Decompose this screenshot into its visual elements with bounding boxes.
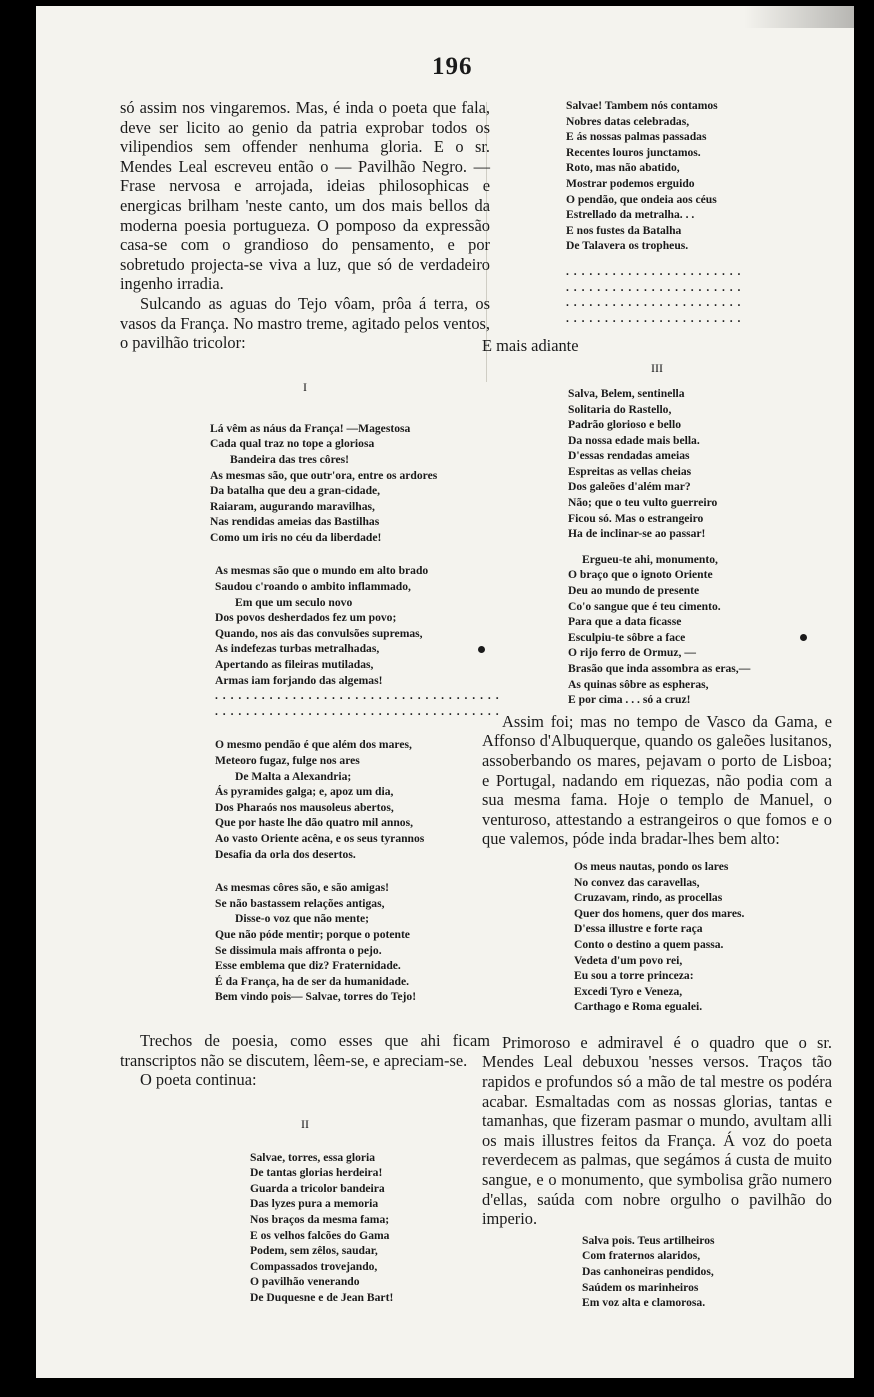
verse-line: Não; que o teu vulto guerreiro <box>568 496 718 510</box>
dots-line: . . . . . . . . . . . . . . . . . . . . . . . <box>566 296 742 310</box>
verse-line: Da batalha que deu a gran-cidade, <box>210 484 381 498</box>
verse-line: Ao vasto Oriente acêna, e os seus tyrannos <box>215 831 425 845</box>
verse-line: Se dissimula mais affronta o pejo. <box>215 943 382 957</box>
poem-stanza-2 <box>120 563 490 688</box>
poem-stanza-6 <box>482 98 832 254</box>
verse-line: Guarda a tricolor bandeira <box>250 1181 385 1195</box>
verse-line: Ficou só. Mas o estrangeiro <box>568 511 704 525</box>
verse-line: Das lyzes pura a memoria <box>250 1197 379 1211</box>
verse-line: Quer dos homens, quer dos mares. <box>574 906 745 920</box>
verse-line: Salvae! Tambem nós contamos <box>566 99 718 112</box>
page-number: 196 <box>432 53 473 80</box>
verse-line: Solitaria do Rastello, <box>568 402 672 416</box>
dots-line: . . . . . . . . . . . . . . . . . . . . . . . . . . . . . . . . . . . . . <box>215 704 500 718</box>
poem-stanza-8 <box>482 552 832 708</box>
poem-heading-i: I <box>303 379 307 394</box>
paragraph-continua: O poeta continua: <box>140 1070 257 1090</box>
verse-line: Lá vêm as náus da França! —Magestosa <box>210 421 411 435</box>
verse-line: E os velhos falcões do Gama <box>250 1228 390 1242</box>
verse-line: O mesmo pendão é que além dos mares, <box>215 738 412 752</box>
verse-line: Nobres datas celebradas, <box>566 114 690 128</box>
verse-line: Apertando as fileiras mutiladas, <box>215 658 374 672</box>
verse-line: Ergueu-te ahi, monumento, <box>582 552 718 566</box>
verse-line: As mesmas são, que outr'ora, entre os ardores <box>210 468 438 482</box>
right-column <box>482 98 832 1311</box>
ink-dot-icon <box>800 634 807 641</box>
verse-line: Padrão glorioso e bello <box>568 418 682 432</box>
verse-line: Conto o destino a quem passa. <box>574 937 724 951</box>
poem-stanza-7 <box>482 386 832 542</box>
poem-heading-iii: III <box>651 360 663 375</box>
verse-line: Excedi Tyro e Veneza, <box>574 984 683 998</box>
poem-stanza-1 <box>120 421 490 546</box>
poem-stanza-9 <box>482 859 832 1015</box>
verse-line: As quinas sôbre as espheras, <box>568 677 709 691</box>
paragraph-sulcando: Sulcando as aguas do Tejo vôam, prôa á terra, os vasos da França. No mastro treme, agitado pelos ventos, o pavilhão tricolor: <box>120 293 490 353</box>
verse-line: Raiaram, augurando maravilhas, <box>210 499 375 513</box>
verse-line: Em que um seculo novo <box>235 595 353 609</box>
book-page <box>36 6 854 1378</box>
verse-line: De tantas glorias herdeira! <box>250 1166 383 1180</box>
verse-line: Saudou c'roando o ambito inflammado, <box>215 580 411 594</box>
verse-line: O rijo ferro de Ormuz, — <box>568 646 696 660</box>
verse-line: O pendão, que ondeia aos céus <box>566 192 717 206</box>
verse-line: Cada qual traz no tope a gloriosa <box>210 437 375 451</box>
verse-line: De Duquesne e de Jean Bart! <box>250 1291 394 1305</box>
verse-line: As mesmas côres são, e são amigas! <box>215 881 389 895</box>
verse-line: Como um iris no céu da liberdade! <box>210 530 382 544</box>
paragraph-assim-foi: Assim foi; mas no tempo de Vasco da Gama, e Affonso d'Albuquerque, quando os galeões lusitanos, assoberbando os mares, pejavam o porto de Lisboa; e Portugal, nadando em riquezas, não podia com a sua mesma fama. Hoje o templo de Manuel, o venturoso, attestando a estrangeiros o que fomos e o que valemos, póde inda bradar-lhes bem alto: <box>482 711 832 849</box>
verse-line: Salva pois. Teus artilheiros <box>582 1233 715 1247</box>
verse-line: Da nossa edade mais bella. <box>568 433 700 447</box>
verse-line: Salva, Belem, sentinella <box>568 386 685 400</box>
verse-line: Deu ao mundo de presente <box>568 584 700 598</box>
poem-stanza-4 <box>120 880 490 1005</box>
verse-line: Para que a data ficasse <box>568 615 682 629</box>
verse-line: Ha de inclinar-se ao passar! <box>568 527 706 541</box>
verse-line: Salvae, torres, essa gloria <box>250 1150 376 1164</box>
verse-line: Desafia da orla dos desertos. <box>215 847 356 861</box>
verse-line: O braço que o ignoto Oriente <box>568 568 713 582</box>
verse-line: Co'o sangue que é teu cimento. <box>568 599 721 613</box>
paragraph-primoroso: Primoroso e admiravel é o quadro que o sr. Mendes Leal debuxou 'nesses versos. Traços tão rapidos e profundos só a mão de tal mestre os podéra acabar. Esmaltadas com as nossas glorias, tantas e tamanhas, que fizeram pasmar o mundo, avultam alli os mais illustres feitos da França. Á voz do poeta reverdecem as palmas, que segámos á custa de muito sangue, e o monumento, que symbolisa grão numero d'ellas, saúda com nobre orgulho o pavilhão do imperio. <box>482 1032 832 1229</box>
verse-line: D'essa illustre e forte raça <box>574 922 703 936</box>
verse-line: As indefezas turbas metralhadas, <box>215 642 380 656</box>
verse-line: Dos Pharaós nos mausoleus abertos, <box>215 800 394 814</box>
paragraph-trechos: Trechos de poesia, como esses que ahi ficam transcriptos não se discutem, lêem-se, e apreciam-se. <box>120 1030 490 1070</box>
poem-stanza-3 <box>120 737 490 862</box>
verse-line: De Malta a Alexandria; <box>235 769 352 783</box>
verse-line: Estrellado da metralha. . . <box>566 208 695 222</box>
verse-line: Carthago e Roma egualei. <box>574 1000 703 1014</box>
verse-line: D'essas rendadas ameias <box>568 449 690 463</box>
verse-line: Nos braços da mesma fama; <box>250 1213 390 1227</box>
verse-line: Se não bastassem relações antigas, <box>215 896 385 910</box>
verse-line: Nas rendidas ameias das Bastilhas <box>210 515 380 529</box>
verse-line: É da França, ha de ser da humanidade. <box>215 974 410 988</box>
verse-line: Esse emblema que diz? Fraternidade. <box>215 959 401 973</box>
verse-line: No convez das caravellas, <box>574 875 700 889</box>
verse-line: E nos fustes da Batalha <box>566 223 682 237</box>
verse-line: Eu sou a torre princeza: <box>574 969 694 983</box>
verse-line: E por cima . . . só a cruz! <box>568 693 691 707</box>
verse-line: Roto, mas não abatido, <box>566 161 680 175</box>
verse-line: Armas iam forjando das algemas! <box>215 673 383 687</box>
verse-line: Que por haste lhe dão quatro mil annos, <box>215 816 413 830</box>
dots-line: . . . . . . . . . . . . . . . . . . . . . . . <box>566 311 742 325</box>
verse-line: Em voz alta e clamorosa. <box>582 1296 706 1310</box>
verse-line: Bem vindo pois— Salvae, torres do Tejo! <box>215 990 417 1004</box>
verse-line: Espreitas as vellas cheias <box>568 464 692 478</box>
verse-line: De Talavera os tropheus. <box>566 239 689 253</box>
verse-line: Podem, sem zêlos, saudar, <box>250 1244 378 1258</box>
verse-line: Cruzavam, rindo, as procellas <box>574 891 723 905</box>
verse-line: Ás pyramides galga; e, apoz um dia, <box>215 785 394 799</box>
scan-smudge <box>744 6 854 28</box>
paragraph-mais-adiante: E mais adiante <box>482 336 579 356</box>
verse-line: Vedeta d'um povo rei, <box>574 953 683 967</box>
verse-line: O pavilhão venerando <box>250 1275 360 1289</box>
verse-line: Brasão que inda assombra as eras,— <box>568 662 751 675</box>
verse-line: As mesmas são que o mundo em alto brado <box>215 564 429 578</box>
paragraph-intro: só assim nos vingaremos. Mas, é inda o poeta que fala, deve ser licito ao genio da patria exprobar todos os vilipendios sem offender nenhuma gloria. E o sr. Mendes Leal escreveu então o — Pavilhão Negro. — Frase nervosa e arrojada, ideias philosophicas e energicas brilham 'neste canto, um dos mais bellos da moderna poesia portugueza. O pomposo da expressão casa-se com o grandioso do pensamento, e por sobretudo projecta-se viva a luz, que só de verdadeiro ingenho irradia. <box>120 98 490 294</box>
verse-line: Recentes louros junctamos. <box>566 145 701 159</box>
ellipsis-dots <box>120 688 500 719</box>
dots-line: . . . . . . . . . . . . . . . . . . . . . . . . . . . . . . . . . . . . . <box>215 689 500 703</box>
poem-stanza-5 <box>120 1150 490 1306</box>
verse-line: Que não póde mentir; porque o potente <box>215 927 410 941</box>
verse-line: Esculpiu-te sôbre a face <box>568 630 686 644</box>
ellipsis-dots <box>482 264 832 326</box>
verse-line: Bandeira das tres côres! <box>230 452 350 466</box>
dots-line: . . . . . . . . . . . . . . . . . . . . . . . <box>566 264 742 278</box>
verse-line: Disse-o voz que não mente; <box>235 912 369 926</box>
verse-line: Dos galeões d'além mar? <box>568 480 691 494</box>
verse-line: Quando, nos ais das convulsões supremas, <box>215 626 423 640</box>
left-column <box>120 98 500 1306</box>
verse-line: Mostrar podemos erguido <box>566 176 695 190</box>
verse-line: Dos povos desherdados fez um povo; <box>215 611 397 625</box>
verse-line: Os meus nautas, pondo os lares <box>574 859 729 873</box>
verse-line: E ás nossas palmas passadas <box>566 130 707 144</box>
ink-dot-icon <box>478 646 485 653</box>
verse-line: Saúdem os marinheiros <box>582 1280 699 1294</box>
dots-line: . . . . . . . . . . . . . . . . . . . . . . . <box>566 280 742 294</box>
poem-stanza-10 <box>482 1233 832 1311</box>
verse-line: Compassados trovejando, <box>250 1259 378 1273</box>
verse-line: Com fraternos alaridos, <box>582 1249 701 1263</box>
verse-line: Meteoro fugaz, fulge nos ares <box>215 754 360 767</box>
verse-line: Das canhoneiras pendidos, <box>582 1265 714 1278</box>
poem-heading-ii: II <box>301 1116 309 1131</box>
